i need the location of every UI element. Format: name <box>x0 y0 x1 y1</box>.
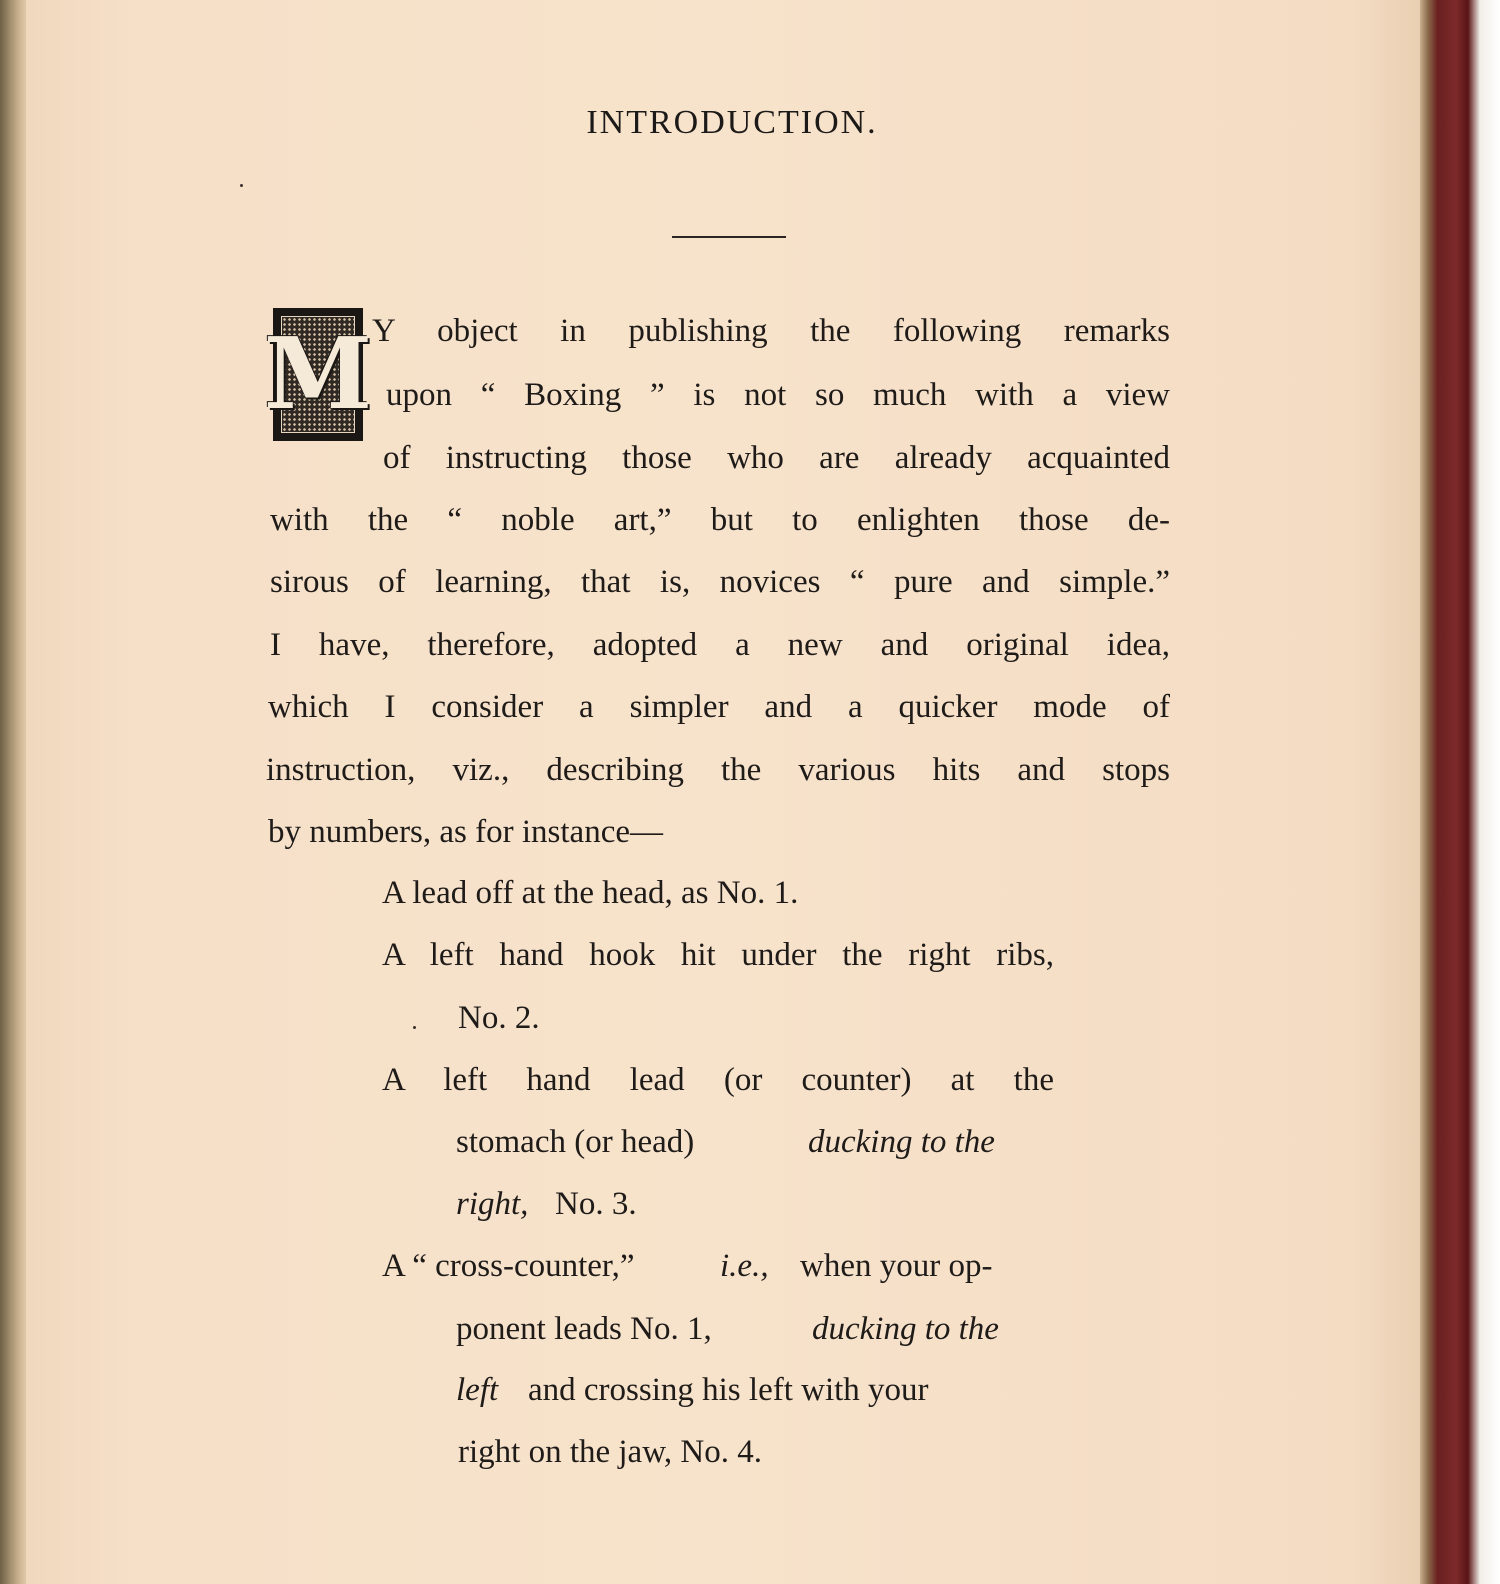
paper-speck <box>240 184 243 187</box>
list-item-italic: left <box>456 1372 499 1408</box>
list-item-line: and crossing his left with your <box>528 1372 929 1408</box>
paragraph-line: with the “ noble art,” but to enlighten those de- <box>270 502 1170 538</box>
page-title: INTRODUCTION. <box>586 104 878 141</box>
list-item-italic: right, <box>456 1186 529 1222</box>
title-rule-divider <box>672 236 786 238</box>
list-item-line: A left hand hook hit under the right ribs, <box>382 937 1054 973</box>
list-item-line: A left hand lead (or counter) at the <box>382 1062 1054 1098</box>
list-item-line: stomach (or head) <box>456 1124 695 1160</box>
list-item-italic: ducking to the <box>812 1311 999 1347</box>
list-item-line: No. 3. <box>555 1186 637 1222</box>
paragraph-line: upon “ Boxing ” is not so much with a view <box>386 377 1170 413</box>
drop-cap <box>263 308 373 441</box>
book-left-edge <box>0 0 28 1584</box>
paragraph-line: sirous of learning, that is, novices “ pure and simple.” <box>270 564 1170 600</box>
list-item-line: A “ cross-counter,” <box>382 1248 635 1284</box>
list-item-line: A lead off at the head, as No. 1. <box>382 875 799 911</box>
list-item-line: when your op- <box>800 1248 993 1284</box>
list-item-line: No. 2. <box>458 1000 540 1036</box>
paragraph-line: instruction, viz., describing the various hits and stops <box>266 752 1170 788</box>
paragraph-line: I have, therefore, adopted a new and original idea, <box>270 627 1170 663</box>
paper-speck <box>413 1026 416 1029</box>
list-item-italic: ducking to the <box>808 1124 995 1160</box>
book-right-edge <box>1420 0 1500 1584</box>
list-item-line: right on the jaw, No. 4. <box>458 1434 762 1470</box>
paragraph-line: of instructing those who are already acquainted <box>383 440 1170 476</box>
list-item-italic: i.e., <box>720 1248 769 1284</box>
paragraph-line: Y object in publishing the following remarks <box>372 313 1170 349</box>
drop-cap-letter: M <box>263 316 373 432</box>
list-item-line: ponent leads No. 1, <box>456 1311 712 1347</box>
paragraph-line: by numbers, as for instance— <box>268 814 663 850</box>
paragraph-line: which I consider a simpler and a quicker mode of <box>268 689 1170 725</box>
